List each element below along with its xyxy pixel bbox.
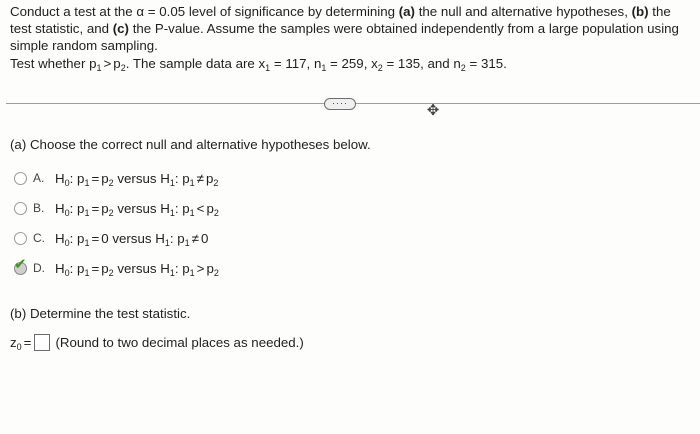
radio-button[interactable] <box>14 232 27 245</box>
option-expression: $H_0$: $p_1 = 0$ versus $H_1$: $p_1 \ne 0$ <box>55 230 209 248</box>
x1-value: $x_1 = 117$, <box>258 56 314 73</box>
radio-button[interactable] <box>14 202 27 215</box>
test-statistic-input[interactable] <box>34 334 50 351</box>
part-b-heading: (b) Determine the test statistic. <box>10 306 191 321</box>
option-letter: A. <box>33 171 45 185</box>
n1-value: $n_1 = 259$, <box>313 56 372 73</box>
hypothesis-option-d[interactable] <box>14 255 219 278</box>
x2-value: $x_2 = 135$, and <box>371 56 454 73</box>
hypothesis-option-c[interactable] <box>14 228 208 248</box>
test-statistic-answer: $z_0$ = (Round to two decimal places as needed.) <box>10 334 304 352</box>
option-expression: $H_0$: $p_1 = p_2$ versus $H_1$: $p_1 > p_2$ <box>55 260 219 278</box>
problem-instructions: Conduct a test at the α = 0.05 level of significance by determining (a) the null and alternative hypotheses, (b) the test statistic, and (c) the P-value. Assume the samples were obtained independently from a large population using simple random sampling. <box>10 4 679 53</box>
option-letter: D. <box>33 261 45 275</box>
option-letter: C. <box>33 231 45 245</box>
alpha-symbol: α <box>136 4 145 19</box>
problem-statement <box>10 3 690 72</box>
move-icon[interactable]: ✥ <box>426 102 440 119</box>
claim-expression: $p_1 > p_2$ <box>89 56 126 73</box>
option-expression: $H_0$: $p_1 = p_2$ versus $H_1$: $p_1 \ne p_2$ <box>55 170 219 188</box>
z-label: $z_0$ <box>10 334 22 352</box>
hypothesis-option-a[interactable] <box>14 168 218 188</box>
hypothesis-option-b[interactable] <box>14 198 219 218</box>
option-letter: B. <box>33 201 45 215</box>
check-icon: ✔ <box>14 255 27 273</box>
option-expression: $H_0$: $p_1 = p_2$ versus $H_1$: $p_1 < p_2$ <box>55 200 219 218</box>
radio-button[interactable] <box>14 172 27 185</box>
radio-button[interactable] <box>14 255 27 275</box>
problem-sample-data: Test whether $p_1 > p_2$. The sample data are $x_1 = 117$, $n_1 = 259$, $x_2 = 135$, and $n_2 = 315$. <box>10 56 507 73</box>
rounding-hint: (Round to two decimal places as needed.) <box>55 334 304 350</box>
show-more-button[interactable]: ···· <box>324 98 356 110</box>
part-a-heading: (a) Choose the correct null and alternative hypotheses below. <box>10 137 371 152</box>
n2-value: $n_2 = 315$. <box>453 56 507 73</box>
